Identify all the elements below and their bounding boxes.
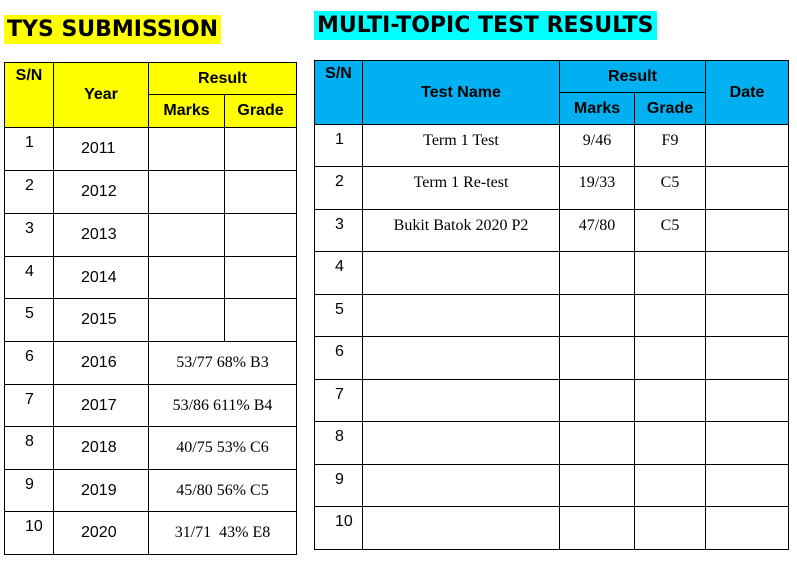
row-result: 53/86 611% B4 (149, 385, 297, 427)
table-row (5, 214, 297, 257)
tys-header-result: Result (149, 63, 297, 95)
row-grade (635, 422, 706, 465)
row-sn: 4 (5, 257, 54, 299)
multi-topic-title: MULTI-TOPIC TEST RESULTS (314, 11, 657, 40)
row-year: 2018 (54, 427, 149, 470)
row-sn: 5 (5, 299, 54, 342)
row-grade: C5 (635, 167, 706, 210)
tys-submission-table (4, 62, 297, 555)
table-row (5, 257, 297, 299)
multi-header-test-name: Test Name (363, 61, 560, 125)
multi-topic-table (314, 60, 789, 550)
row-grade: C5 (635, 210, 706, 252)
row-sn: 10 (5, 512, 54, 555)
multi-header-result: Result (560, 61, 706, 93)
row-sn: 2 (5, 171, 54, 214)
row-sn: 5 (315, 295, 363, 337)
row-test-name (363, 295, 560, 337)
row-date (706, 465, 789, 507)
row-sn: 1 (5, 128, 54, 171)
tys-header-grade: Grade (225, 95, 297, 128)
multi-header-grade: Grade (635, 93, 706, 125)
row-test-name (363, 337, 560, 380)
row-year: 2011 (54, 128, 149, 171)
table-row (315, 337, 789, 380)
row-marks (149, 257, 225, 299)
row-sn: 9 (315, 465, 363, 507)
table-row (315, 252, 789, 295)
row-grade (635, 380, 706, 422)
table-row (315, 125, 789, 167)
row-marks (560, 252, 635, 295)
row-date (706, 507, 789, 550)
row-sn: 3 (5, 214, 54, 257)
row-marks: 9/46 (560, 125, 635, 167)
table-row (315, 210, 789, 252)
row-sn: 7 (315, 380, 363, 422)
table-row (315, 380, 789, 422)
row-result: 45/80 56% C5 (149, 470, 297, 512)
row-grade (225, 299, 297, 342)
tys-header-sn: S/N (5, 63, 54, 128)
row-grade (225, 214, 297, 257)
row-marks (149, 299, 225, 342)
table-row (5, 171, 297, 214)
row-sn: 6 (315, 337, 363, 380)
row-result: 53/77 68% B3 (149, 342, 297, 385)
row-test-name (363, 422, 560, 465)
row-grade (635, 295, 706, 337)
row-marks (149, 128, 225, 171)
row-marks (560, 422, 635, 465)
row-marks (560, 507, 635, 550)
row-sn: 9 (5, 470, 54, 512)
row-marks: 19/33 (560, 167, 635, 210)
row-date (706, 252, 789, 295)
row-marks (149, 214, 225, 257)
row-grade (225, 128, 297, 171)
row-sn: 2 (315, 167, 363, 210)
table-row (315, 167, 789, 210)
row-grade (635, 465, 706, 507)
row-date (706, 295, 789, 337)
table-row (5, 128, 297, 171)
row-test-name (363, 252, 560, 295)
row-sn: 4 (315, 252, 363, 295)
row-year: 2020 (54, 512, 149, 555)
row-sn: 8 (5, 427, 54, 470)
row-marks (560, 337, 635, 380)
table-row (315, 507, 789, 550)
row-sn: 10 (315, 507, 363, 550)
row-marks: 47/80 (560, 210, 635, 252)
row-grade (635, 252, 706, 295)
row-year: 2014 (54, 257, 149, 299)
row-grade: F9 (635, 125, 706, 167)
table-row (315, 422, 789, 465)
row-test-name: Bukit Batok 2020 P2 (363, 210, 560, 252)
tys-submission-title: TYS SUBMISSION (4, 15, 221, 44)
row-marks (560, 465, 635, 507)
table-row (315, 465, 789, 507)
table-row (5, 299, 297, 342)
tys-header-year: Year (54, 63, 149, 128)
row-result: 40/75 53% C6 (149, 427, 297, 470)
table-row (5, 342, 297, 385)
row-sn: 7 (5, 385, 54, 427)
row-year: 2016 (54, 342, 149, 385)
row-sn: 3 (315, 210, 363, 252)
table-row (315, 295, 789, 337)
tys-header-marks: Marks (149, 95, 225, 128)
row-marks (560, 295, 635, 337)
row-year: 2015 (54, 299, 149, 342)
row-sn: 8 (315, 422, 363, 465)
multi-header-marks: Marks (560, 93, 635, 125)
row-grade (635, 507, 706, 550)
row-date (706, 210, 789, 252)
row-date (706, 337, 789, 380)
row-date (706, 167, 789, 210)
row-marks (149, 171, 225, 214)
row-test-name: Term 1 Re-test (363, 167, 560, 210)
table-row (5, 470, 297, 512)
row-year: 2013 (54, 214, 149, 257)
row-grade (635, 337, 706, 380)
row-sn: 1 (315, 125, 363, 167)
row-sn: 6 (5, 342, 54, 385)
row-test-name: Term 1 Test (363, 125, 560, 167)
row-result: 31/71 43% E8 (149, 512, 297, 555)
table-row (5, 427, 297, 470)
multi-header-sn: S/N (315, 61, 363, 125)
row-year: 2017 (54, 385, 149, 427)
multi-header-date: Date (706, 61, 789, 125)
row-year: 2012 (54, 171, 149, 214)
row-test-name (363, 380, 560, 422)
row-date (706, 125, 789, 167)
row-test-name (363, 507, 560, 550)
row-marks (560, 380, 635, 422)
table-row (5, 512, 297, 555)
row-date (706, 422, 789, 465)
row-grade (225, 171, 297, 214)
row-grade (225, 257, 297, 299)
row-date (706, 380, 789, 422)
row-test-name (363, 465, 560, 507)
table-row (5, 385, 297, 427)
row-year: 2019 (54, 470, 149, 512)
